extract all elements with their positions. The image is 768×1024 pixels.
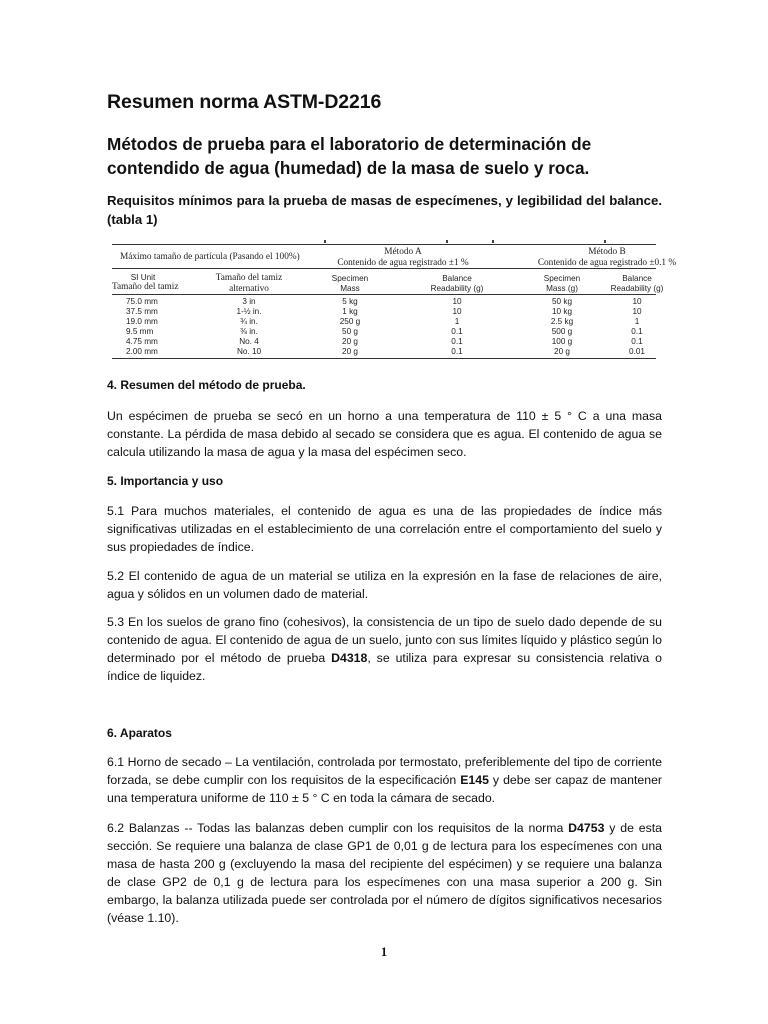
- table-tick-mark: [446, 240, 448, 243]
- cell-alt-size: 3 in: [242, 297, 256, 306]
- cell-si-size: 75.0 mm: [126, 297, 158, 306]
- paragraph-5-3-text-end: , se utiliza para expresar su consistencia relativa o índice de liquidez.: [107, 651, 663, 683]
- col-balance-a-sub: Readability (g): [430, 284, 484, 293]
- cell-mass-a: 5 kg: [342, 297, 358, 306]
- col-alt-size-sub: alternativo: [229, 284, 269, 294]
- cell-mass-a: 20 g: [342, 337, 358, 346]
- paragraph-6-2-text: 6.2 Balanzas -- Todas las balanzas deben cumplir con los requisitos de la norma: [107, 821, 569, 835]
- col-mass-b-sub: Mass (g): [546, 284, 578, 293]
- header-method-b: Método B: [588, 247, 626, 257]
- paragraph-6-1-text: 6.1 Horno de secado – La ventilación, controlada por termostato, preferiblemente del tipo de corriente forzada, se debe cumplir con los requisitos de la especificación: [107, 755, 662, 787]
- standard-ref-e145: E145: [460, 773, 489, 787]
- cell-balance-a: 1: [454, 317, 460, 326]
- col-mass-a: Specimen: [331, 274, 369, 283]
- paragraph-6-2: [107, 819, 662, 927]
- cell-balance-b: 0.1: [631, 327, 643, 336]
- header-method-a: Método A: [384, 247, 422, 257]
- cell-alt-size: ⅜ in.: [240, 327, 258, 336]
- cell-balance-b: 10: [632, 297, 642, 306]
- cell-mass-b: 2.5 kg: [550, 317, 574, 326]
- col-mass-b: Specimen: [543, 274, 581, 283]
- paragraph-6-1: [107, 753, 662, 807]
- cell-mass-a: 50 g: [342, 327, 358, 336]
- cell-si-size: 37.5 mm: [126, 307, 158, 316]
- col-balance-a: Balance: [442, 274, 472, 283]
- table-header-rule: [112, 268, 656, 269]
- header-max-size: Máximo tamaño de partícula (Pasando el 100%): [120, 252, 300, 262]
- table-top-rule: [112, 244, 656, 245]
- standard-ref-d4753: D4753: [568, 821, 605, 835]
- section-4-paragraph: Un espécimen de prueba se secó en un horno a una temperatura de 110 ± 5 ° C a una masa constante. La pérdida de masa debido al secado se considera que es agua. El contenido de agua se calcula utilizando la masa de agua y la masa del espécimen seco.: [107, 409, 662, 459]
- paragraph-5-3-text: 5.3 En los suelos de grano fino (cohesivos), la consistencia de un tipo de suelo dado depende de su contenido de agua. El contenido de agua de un suelo, junto con sus límites líquido y plástico según lo determinado por el método de prueba: [107, 615, 662, 665]
- cell-balance-a: 0.1: [451, 347, 463, 356]
- table-tick-mark: [604, 240, 606, 243]
- cell-mass-b: 500 g: [551, 327, 573, 336]
- cell-mass-b: 100 g: [551, 337, 573, 346]
- cell-balance-b: 0.01: [629, 347, 645, 356]
- cell-alt-size: ¾ in.: [240, 317, 258, 326]
- col-mass-a-sub: Mass: [340, 284, 360, 293]
- paragraph-5-1: 5.1 Para muchos materiales, el contenido de agua es una de las propiedades de índice más significativas utilizadas en el establecimiento de una correlación entre el comportamiento del suelo y sus propiedades de índice.: [107, 504, 662, 554]
- table-subheader-rule: [112, 294, 656, 295]
- section-5-heading: 5. Importancia y uso: [107, 474, 224, 488]
- table-tick-mark: [324, 240, 326, 243]
- cell-balance-a: 10: [452, 307, 462, 316]
- table-bottom-rule: [112, 358, 656, 359]
- cell-balance-a: 10: [452, 297, 462, 306]
- cell-balance-b: 0.1: [631, 337, 643, 346]
- cell-balance-a: 0.1: [451, 327, 463, 336]
- section-4-heading: 4. Resumen del método de prueba.: [107, 378, 306, 392]
- cell-si-size: 9.5 mm: [126, 327, 154, 336]
- cell-alt-size: 1-½ in.: [236, 307, 262, 316]
- header-method-a-sub: Contenido de agua registrado ±1 %: [337, 258, 469, 268]
- cell-balance-b: 1: [634, 317, 640, 326]
- document-title: Resumen norma ASTM-D2216: [107, 91, 382, 113]
- paragraph-5-2: 5.2 El contenido de agua de un material se utiliza en la expresión en la fase de relaciones de aire, agua y sólidos en un volumen dado de material.: [107, 569, 662, 601]
- standard-ref-d4318: D4318: [331, 651, 368, 665]
- col-si-unit-sub: Tamaño del tamiz: [112, 282, 179, 292]
- cell-balance-b: 10: [632, 307, 642, 316]
- paragraph-5-3: [107, 613, 662, 685]
- cell-mass-b: 50 kg: [551, 297, 573, 306]
- table-caption: Requisitos mínimos para la prueba de masas de especímenes, y legibilidad del balance.(tabla 1): [107, 193, 662, 227]
- cell-mass-b: 10 kg: [551, 307, 573, 316]
- col-alt-size: Tamaño del tamiz: [215, 273, 283, 283]
- paragraph-6-1-text-end: y debe ser capaz de mantener una temperatura uniforme de 110 ± 5 ° C en toda la cámara de secado.: [107, 773, 663, 805]
- cell-balance-a: 0.1: [451, 337, 463, 346]
- cell-si-size: 2.00 mm: [126, 347, 158, 356]
- col-balance-b: Balance: [622, 274, 652, 283]
- paragraph-6-2-text-end: y de esta sección. Se requiere una balanza de clase GP1 de 0,01 g de lectura para los especímenes con una masa de hasta 200 g (excluyendo la masa del recipiente del espécimen) y se requiere una balanza de clase GP2 de 0,1 g de lectura para los especímenes con una masa superior a 200 g. Sin embargo, la balanza utilizada puede ser controlada por el número de dígitos significativos necesarios (véase 1.10).: [107, 821, 662, 925]
- document-subtitle: Métodos de prueba para el laboratorio de determinación de contendido de agua (humedad) de la masa de suelo y roca.: [107, 134, 592, 178]
- cell-mass-b: 20 g: [554, 347, 570, 356]
- page-number: 1: [380, 945, 388, 959]
- col-balance-b-sub: Readability (g): [610, 284, 664, 293]
- header-method-b-sub: Contenido de agua registrado ±0.1 %: [537, 258, 677, 268]
- cell-mass-a: 1 kg: [342, 307, 358, 316]
- cell-si-size: 19.0 mm: [126, 317, 158, 326]
- cell-mass-a: 20 g: [342, 347, 358, 356]
- section-6-heading: 6. Aparatos: [107, 726, 172, 740]
- cell-alt-size: No. 10: [236, 347, 262, 356]
- cell-si-size: 4.75 mm: [126, 337, 158, 346]
- table-tick-mark: [492, 240, 494, 243]
- cell-mass-a: 250 g: [339, 317, 361, 326]
- cell-alt-size: No. 4: [239, 337, 259, 346]
- col-si-unit: SI Unit: [130, 273, 156, 282]
